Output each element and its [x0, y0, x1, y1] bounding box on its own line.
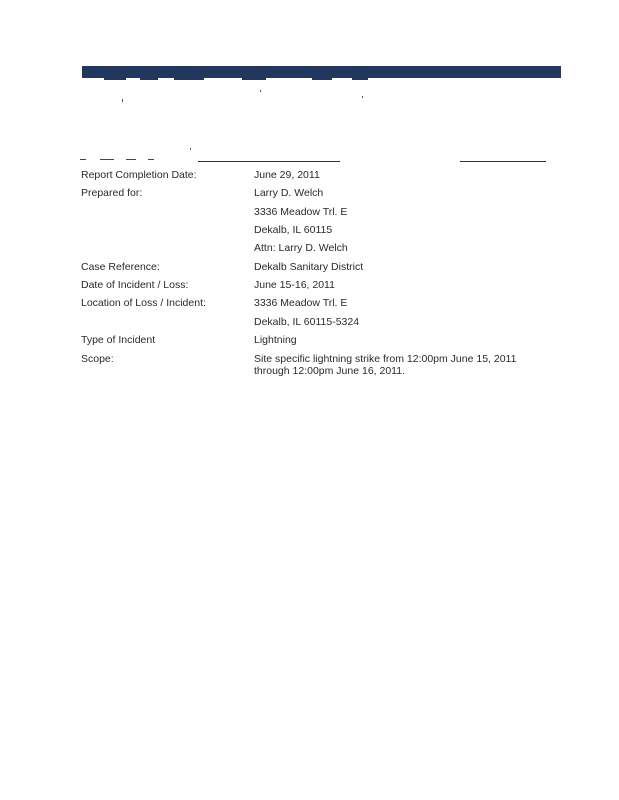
scan-speck — [190, 148, 191, 150]
header-logo-fragments — [82, 68, 561, 82]
scan-speck — [122, 99, 123, 102]
prepared-for-address-line1: 3336 Meadow Trl. E — [254, 206, 348, 218]
prepared-for-label: Prepared for: — [81, 187, 143, 199]
separator-rule — [80, 156, 560, 162]
incident-type-label: Type of Incident — [81, 334, 156, 346]
scan-speck — [362, 96, 363, 98]
prepared-for-attn: Attn: Larry D. Welch — [254, 242, 348, 254]
completion-date-label: Report Completion Date: — [81, 169, 197, 181]
incident-date-label: Date of Incident / Loss: — [81, 279, 189, 291]
scope-label: Scope: — [81, 353, 114, 365]
completion-date-value: June 29, 2011 — [254, 169, 320, 181]
separator-line-left — [198, 161, 340, 162]
case-reference-value: Dekalb Sanitary District — [254, 261, 364, 273]
prepared-for-address-line2: Dekalb, IL 60115 — [254, 224, 333, 236]
location-address-line2: Dekalb, IL 60115-5324 — [254, 316, 360, 328]
separator-line-right — [460, 161, 546, 162]
separator-fragments — [80, 156, 162, 162]
incident-type-value: Lightning — [254, 334, 297, 346]
scope-value: Site specific lightning strike from 12:00pm June 15, 2011 through 12:00pm June 16, 2011. — [254, 353, 517, 377]
scan-speck — [260, 90, 261, 92]
incident-date-value: June 15-16, 2011 — [254, 279, 335, 291]
prepared-for-name: Larry D. Welch — [254, 187, 324, 199]
location-address-line1: 3336 Meadow Trl. E — [254, 297, 348, 309]
location-label: Location of Loss / Incident: — [81, 297, 206, 309]
case-reference-label: Case Reference: — [81, 261, 160, 273]
